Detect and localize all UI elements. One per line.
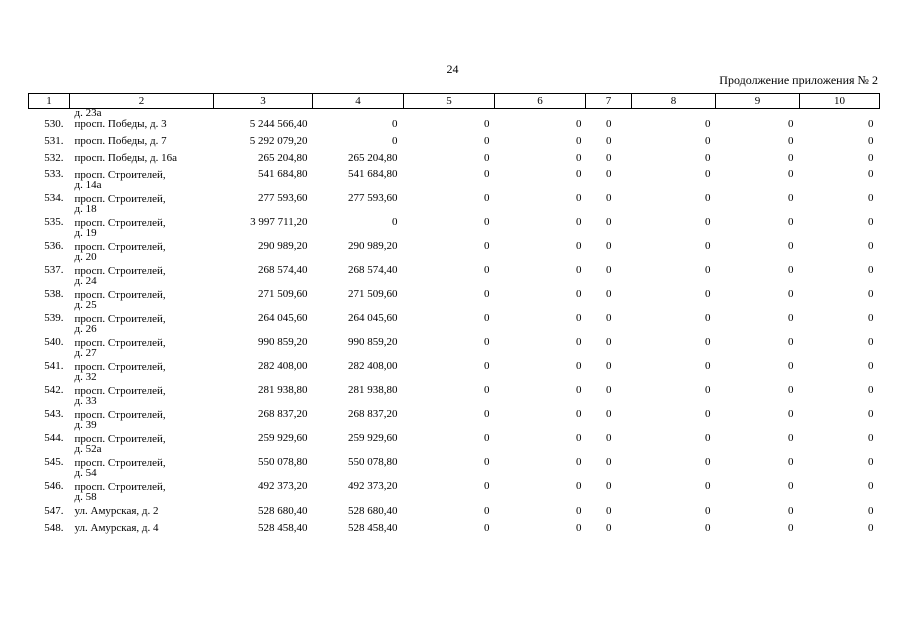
address-line: просп. Строителей, [74,385,166,397]
cell-col7: 0 [606,336,612,348]
cell-col9: 0 [788,456,794,468]
address-house: д. 52а [74,443,102,455]
cell-col3: 541 684,80 [258,168,308,180]
cell-col8: 0 [705,288,711,300]
cell-col5: 0 [484,336,490,348]
cell-col7: 0 [606,480,612,492]
column-header: 3 [214,94,313,109]
cell-col9: 0 [788,264,794,276]
continued-address: д. 23а [74,107,102,119]
cell-col5: 0 [484,480,490,492]
cell-col9: 0 [788,522,794,534]
row-address [70,409,214,433]
cell-col3: 5 244 566,40 [249,118,308,130]
address-house: д. 33 [74,395,97,407]
address-line: просп. Победы, д. 3 [74,118,167,130]
address-line: просп. Победы, д. 16а [74,152,178,164]
address-house: д. 14а [74,179,102,191]
cell-col3: 268 837,20 [258,408,308,420]
cell-col8: 0 [705,384,711,396]
cell-col4: 290 989,20 [348,240,398,252]
cell-col6: 0 [576,264,582,276]
cell-col7: 0 [606,135,612,147]
cell-col9: 0 [788,168,794,180]
cell-col3: 281 938,80 [258,384,308,396]
cell-col9: 0 [788,360,794,372]
cell-col3: 528 458,40 [258,522,308,534]
row-number: 536. [44,240,64,252]
cell-col3: 282 408,00 [258,360,308,372]
address-line: просп. Строителей, [74,361,166,373]
cell-col10: 0 [868,288,874,300]
row-number: 543. [44,408,64,420]
cell-col4: 550 078,80 [348,456,398,468]
address-line: просп. Строителей, [74,409,166,421]
row-number: 546. [44,480,64,492]
cell-col7: 0 [606,168,612,180]
cell-col8: 0 [705,456,711,468]
cell-col7: 0 [606,384,612,396]
table-row [29,313,880,337]
row-address [70,313,214,337]
cell-col4: 268 574,40 [348,264,398,276]
cell-col8: 0 [705,135,711,147]
cell-col4: 528 458,40 [348,522,398,534]
address-line: просп. Строителей, [74,265,166,277]
cell-col3: 528 680,40 [258,505,308,517]
table-row [29,169,880,193]
cell-col5: 0 [484,522,490,534]
cell-col6: 0 [576,288,582,300]
address-house: д. 58 [74,491,97,503]
table-row [29,135,880,152]
column-header: 6 [495,94,586,109]
cell-col7: 0 [606,118,612,130]
cell-col4: 541 684,80 [348,168,398,180]
row-number: 530. [44,118,64,130]
cell-col4: 268 837,20 [348,408,398,420]
row-address [70,457,214,481]
cell-col7: 0 [606,432,612,444]
column-header: 5 [404,94,495,109]
address-house: д. 20 [74,251,97,263]
row-number: 537. [44,264,64,276]
address-line: ул. Амурская, д. 2 [74,505,159,517]
cell-col5: 0 [484,192,490,204]
cell-col4: 0 [392,216,398,228]
cell-col4: 492 373,20 [348,480,398,492]
cell-col6: 0 [576,384,582,396]
row-number: 544. [44,432,64,444]
cell-col10: 0 [868,168,874,180]
row-number: 531. [44,135,64,147]
cell-col7: 0 [606,408,612,420]
cell-col10: 0 [868,264,874,276]
cell-col5: 0 [484,456,490,468]
row-address [70,361,214,385]
cell-col3: 550 078,80 [258,456,308,468]
cell-col10: 0 [868,432,874,444]
cell-col4: 0 [392,118,398,130]
table-row [29,522,880,539]
cell-col10: 0 [868,118,874,130]
cell-col8: 0 [705,264,711,276]
cell-col8: 0 [705,152,711,164]
table-row [29,361,880,385]
cell-col4: 264 045,60 [348,312,398,324]
cell-col9: 0 [788,192,794,204]
cell-col5: 0 [484,264,490,276]
cell-col9: 0 [788,336,794,348]
cell-col6: 0 [576,505,582,517]
row-address [70,505,214,522]
cell-col7: 0 [606,216,612,228]
address-line: просп. Строителей, [74,241,166,253]
cell-col7: 0 [606,288,612,300]
cell-col3: 290 989,20 [258,240,308,252]
cell-col10: 0 [868,216,874,228]
cell-col10: 0 [868,312,874,324]
table-row [29,457,880,481]
cell-col3: 264 045,60 [258,312,308,324]
cell-col5: 0 [484,312,490,324]
cell-col6: 0 [576,216,582,228]
table-row [29,217,880,241]
cell-col7: 0 [606,505,612,517]
address-house: д. 27 [74,347,97,359]
address-house: д. 39 [74,419,97,431]
cell-col8: 0 [705,168,711,180]
cell-col10: 0 [868,135,874,147]
column-header: 9 [716,94,800,109]
address-house: д. 25 [74,299,97,311]
address-house: д. 32 [74,371,97,383]
cell-col3: 3 997 711,20 [250,216,308,228]
cell-col10: 0 [868,522,874,534]
cell-col10: 0 [868,192,874,204]
address-line: просп. Строителей, [74,289,166,301]
row-number: 541. [44,360,64,372]
cell-col5: 0 [484,118,490,130]
row-address [70,481,214,505]
cell-col10: 0 [868,456,874,468]
cell-col5: 0 [484,168,490,180]
cell-col7: 0 [606,152,612,164]
appendix-table [28,93,880,539]
cell-col6: 0 [576,432,582,444]
cell-col9: 0 [788,505,794,517]
row-address [70,265,214,289]
address-house: д. 54 [74,467,97,479]
address-line: просп. Строителей, [74,313,166,325]
cell-col6: 0 [576,336,582,348]
table-row [29,193,880,217]
cell-col7: 0 [606,360,612,372]
cell-col6: 0 [576,240,582,252]
cell-col8: 0 [705,505,711,517]
cell-col9: 0 [788,118,794,130]
address-house: д. 24 [74,275,97,287]
cell-col9: 0 [788,288,794,300]
cell-col8: 0 [705,336,711,348]
cell-col8: 0 [705,432,711,444]
row-number: 539. [44,312,64,324]
cell-col5: 0 [484,432,490,444]
address-line: просп. Строителей, [74,481,166,493]
cell-col3: 5 292 079,20 [249,135,308,147]
cell-col5: 0 [484,360,490,372]
cell-col3: 492 373,20 [258,480,308,492]
cell-col5: 0 [484,152,490,164]
cell-col4: 990 859,20 [348,336,398,348]
address-house: д. 19 [74,227,97,239]
cell-col10: 0 [868,408,874,420]
table-row [29,118,880,135]
row-number: 540. [44,336,64,348]
address-line: просп. Строителей, [74,193,166,205]
address-line: просп. Строителей, [74,337,166,349]
continued-row [29,109,880,119]
cell-col7: 0 [606,456,612,468]
cell-col3: 271 509,60 [258,288,308,300]
table-row [29,337,880,361]
row-number: 542. [44,384,64,396]
cell-col4: 281 938,80 [348,384,398,396]
cell-col8: 0 [705,192,711,204]
cell-col9: 0 [788,384,794,396]
column-header: 8 [632,94,716,109]
column-header: 4 [313,94,404,109]
table-row [29,152,880,169]
row-address [70,241,214,265]
cell-col6: 0 [576,480,582,492]
row-address [70,433,214,457]
cell-col7: 0 [606,264,612,276]
cell-col10: 0 [868,480,874,492]
address-house: д. 26 [74,323,97,335]
cell-col3: 265 204,80 [258,152,308,164]
row-address [70,385,214,409]
address-line: просп. Строителей, [74,433,166,445]
table-row [29,265,880,289]
row-address [70,289,214,313]
cell-col9: 0 [788,216,794,228]
cell-col6: 0 [576,408,582,420]
page-number: 24 [446,62,459,76]
row-address [70,217,214,241]
address-line: просп. Строителей, [74,217,166,229]
row-number: 547. [44,505,64,517]
cell-col6: 0 [576,312,582,324]
table-row [29,505,880,522]
cell-col5: 0 [484,135,490,147]
table-row [29,385,880,409]
cell-col5: 0 [484,505,490,517]
row-number: 533. [44,168,64,180]
cell-col7: 0 [606,312,612,324]
cell-col4: 277 593,60 [348,192,398,204]
cell-col8: 0 [705,216,711,228]
row-address [70,193,214,217]
cell-col6: 0 [576,360,582,372]
cell-col3: 277 593,60 [258,192,308,204]
cell-col8: 0 [705,522,711,534]
cell-col8: 0 [705,240,711,252]
cell-col3: 990 859,20 [258,336,308,348]
cell-col4: 265 204,80 [348,152,398,164]
cell-col5: 0 [484,288,490,300]
column-header: 2 [70,94,214,109]
header-row [29,94,880,109]
row-number: 538. [44,288,64,300]
cell-col10: 0 [868,384,874,396]
cell-col4: 282 408,00 [348,360,398,372]
table-row [29,481,880,505]
cell-col4: 271 509,60 [348,288,398,300]
row-address [70,135,214,152]
table-row [29,289,880,313]
cell-col10: 0 [868,360,874,372]
cell-col8: 0 [705,360,711,372]
cell-col4: 0 [392,135,398,147]
row-number: 534. [44,192,64,204]
row-address [70,522,214,539]
row-number: 548. [44,522,64,534]
cell-col5: 0 [484,408,490,420]
cell-col9: 0 [788,480,794,492]
cell-col6: 0 [576,118,582,130]
address-line: ул. Амурская, д. 4 [74,522,159,534]
address-house: д. 18 [74,203,97,215]
cell-col6: 0 [576,456,582,468]
column-header: 1 [29,94,70,109]
cell-col10: 0 [868,505,874,517]
cell-col6: 0 [576,522,582,534]
cell-col10: 0 [868,336,874,348]
column-header: 7 [586,94,632,109]
cell-col9: 0 [788,432,794,444]
cell-col10: 0 [868,152,874,164]
cell-col9: 0 [788,408,794,420]
cell-col7: 0 [606,240,612,252]
table-row [29,409,880,433]
cell-col8: 0 [705,118,711,130]
cell-col4: 259 929,60 [348,432,398,444]
continuation-caption: Продолжение приложения № 2 [719,73,878,87]
cell-col8: 0 [705,408,711,420]
row-address [70,337,214,361]
address-line: просп. Строителей, [74,169,166,181]
cell-col5: 0 [484,216,490,228]
cell-col3: 259 929,60 [258,432,308,444]
cell-col9: 0 [788,240,794,252]
cell-col6: 0 [576,135,582,147]
table-row [29,241,880,265]
cell-col6: 0 [576,192,582,204]
row-number: 532. [44,152,64,164]
table-row [29,433,880,457]
row-address [70,118,214,135]
row-number: 535. [44,216,64,228]
row-number: 545. [44,456,64,468]
cell-col6: 0 [576,168,582,180]
cell-col8: 0 [705,312,711,324]
column-header: 10 [800,94,880,109]
row-address [70,169,214,193]
row-address [70,152,214,169]
cell-col7: 0 [606,522,612,534]
address-line: просп. Победы, д. 7 [74,135,167,147]
cell-col7: 0 [606,192,612,204]
cell-col4: 528 680,40 [348,505,398,517]
cell-col9: 0 [788,312,794,324]
cell-col9: 0 [788,152,794,164]
cell-col5: 0 [484,384,490,396]
cell-col6: 0 [576,152,582,164]
cell-col3: 268 574,40 [258,264,308,276]
cell-col8: 0 [705,480,711,492]
cell-col5: 0 [484,240,490,252]
cell-col10: 0 [868,240,874,252]
cell-col9: 0 [788,135,794,147]
address-line: просп. Строителей, [74,457,166,469]
